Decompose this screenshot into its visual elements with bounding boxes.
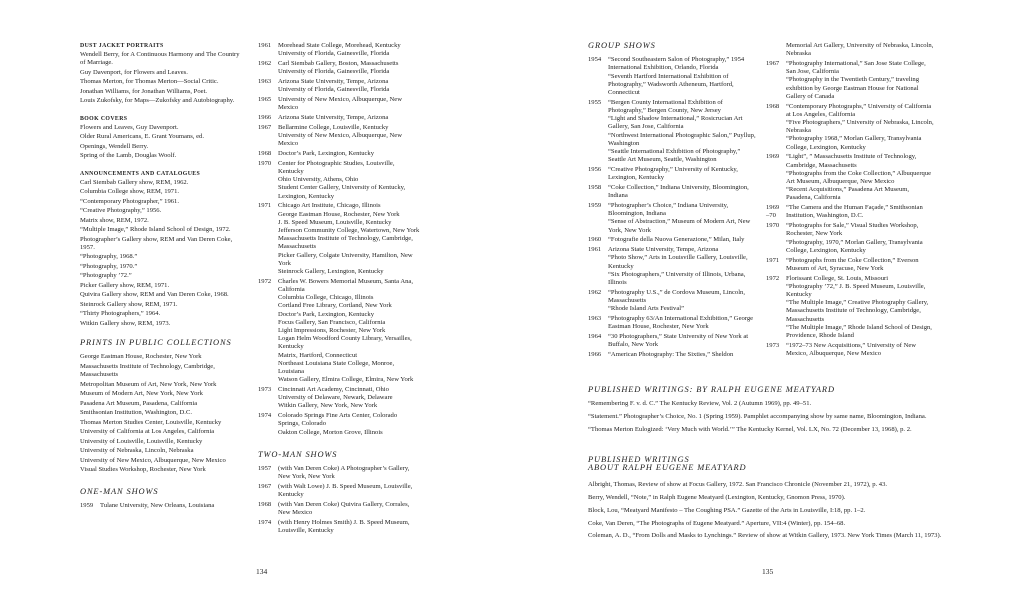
show-entry bbox=[258, 78, 420, 94]
show-year: 1964 bbox=[588, 333, 602, 341]
show-venue: Colorado Springs Fine Arts Center, Colorado Springs, Colorado bbox=[278, 412, 398, 428]
bibliography-entry: “Thomas Merton Eulogized: ‘Very Much with World.’” The Kentucky Kernel, Vol. LX, No. 72 (December 13, 1968), p. 2. bbox=[588, 426, 912, 434]
show-entry bbox=[766, 257, 936, 273]
bibliography-entry: Coleman, A. D., “From Dolls and Masks to Lynchings.” Review of show at Witkin Gallery, 1973. New York Times (March 11, 1973). bbox=[588, 532, 942, 540]
show-year: 1974 bbox=[258, 519, 272, 527]
show-year: 1954 bbox=[588, 56, 602, 64]
show-venues bbox=[608, 236, 756, 244]
bibliography-entry: Berry, Wendell, “Note,” in Ralph Eugene Meatyard (Lexington, Kentucky, Gnomon Press, 1970). bbox=[588, 493, 846, 501]
show-venue: (with Van Deren Coke) Quivira Gallery, Corrales, New Mexico bbox=[278, 501, 410, 517]
show-venue: Jefferson Community College, Watertown, New York bbox=[278, 227, 420, 235]
show-venue: Student Center Gallery, University of Kentucky, Lexington, Kentucky bbox=[278, 184, 406, 200]
show-year: 1972 bbox=[766, 274, 780, 282]
show-venue: “Creative Photography,” University of Kentucky, Lexington, Kentucky bbox=[608, 166, 738, 182]
list-item: Older Rural Americans, E. Grant Youmans, ed. bbox=[80, 133, 204, 141]
show-venues bbox=[786, 103, 936, 152]
list-item: “Multiple Image,” Rhode Island School of Design, 1972. bbox=[80, 226, 231, 234]
show-venues bbox=[786, 222, 936, 255]
show-venue: “Six Photographers,” University of Illinois, Urbana, Illinois bbox=[608, 270, 746, 287]
show-venue: (with Walt Lowe) J. B. Speed Museum, Louisville, Kentucky bbox=[278, 483, 413, 499]
show-venues bbox=[278, 483, 420, 499]
list-item: Quivira Gallery show, REM and Van Deren Coke, 1968. bbox=[80, 291, 229, 299]
show-venues bbox=[786, 275, 936, 341]
show-venues bbox=[278, 465, 420, 481]
show-venues bbox=[278, 386, 420, 411]
show-entry bbox=[258, 483, 420, 499]
one-man-list bbox=[80, 502, 242, 510]
list-item: Columbia College show, REM, 1971. bbox=[80, 188, 180, 196]
show-venue: “Coke Collection,” Indiana University, Bloomington, Indiana bbox=[608, 184, 749, 200]
show-venues bbox=[608, 289, 756, 314]
show-year: 1962 bbox=[258, 60, 272, 67]
show-venues bbox=[278, 114, 420, 122]
show-venues bbox=[278, 150, 420, 158]
show-venue: Cortland Free Library, Cortland, New York bbox=[278, 302, 392, 310]
show-venue: Watson Gallery, Elmira College, Elmira, New York bbox=[278, 376, 414, 384]
about-heading-1: PUBLISHED WRITINGS bbox=[588, 455, 690, 464]
show-venue: University of New Mexico, Albuquerque, New Mexico bbox=[278, 96, 402, 112]
show-venue: Logan Helm Woodford County Library, Versailles, Kentucky bbox=[278, 335, 412, 351]
show-venue: “Photography, 1970,” Morlan Gallery, Transylvania College, Lexington, Kentucky bbox=[786, 238, 923, 254]
about-writings-section bbox=[588, 456, 988, 545]
show-entry bbox=[258, 412, 420, 437]
show-venue: Matrix, Hartford, Connecticut bbox=[278, 351, 358, 359]
show-venues bbox=[786, 60, 936, 101]
show-venues bbox=[786, 204, 936, 220]
list-item: Picker Gallery show, REM, 1971. bbox=[80, 281, 170, 289]
show-venue: “Photo Show,” Arts in Louisville Gallery, Louisville, Kentucky bbox=[608, 254, 748, 270]
show-year: 1970 bbox=[258, 159, 272, 167]
show-entry bbox=[588, 202, 756, 235]
show-venue: Florissant College, St. Louis, Missouri bbox=[786, 274, 889, 282]
show-venues bbox=[278, 96, 420, 112]
show-venue: University of Florida, Gainesville, Florida bbox=[278, 50, 390, 58]
right-column-1 bbox=[588, 38, 756, 361]
list-item: Massachusetts Institute of Technology, Cambridge, Massachusetts bbox=[80, 362, 215, 379]
show-venue: “Recent Acquisitions,” Pasadena Art Museum, Pasadena, California bbox=[786, 186, 910, 202]
bibliography-entry: Block, Lou, “Meatyard Manifesto – The Coughing PSA.” Gazette of the Arts in Louisville, I:18, pp. 1–2. bbox=[588, 506, 866, 514]
show-entry bbox=[766, 204, 936, 220]
show-venues bbox=[608, 166, 756, 182]
show-venue: “Bergen County International Exhibition of Photography,” Bergen County, New Jersey bbox=[608, 98, 723, 115]
show-venue: Steinrock Gallery, Lexington, Kentucky bbox=[278, 268, 384, 276]
show-venue: (with Henry Holmes Smith) J. B. Speed Museum, Louisville, Kentucky bbox=[278, 519, 410, 535]
show-venue: Witkin Gallery, New York, New York bbox=[278, 402, 378, 410]
announcements-heading: ANNOUNCEMENTS AND CATALOGUES bbox=[80, 170, 201, 177]
show-venue: University of Delaware, Newark, Delaware bbox=[278, 394, 393, 402]
show-venue: (with Van Deren Coke) A Photographer’s Gallery, New York, New York bbox=[278, 465, 410, 481]
list-item: Metropolitan Museum of Art, New York, New York bbox=[80, 380, 217, 388]
show-venues bbox=[608, 333, 756, 349]
show-venue: “American Photography: The Sixties,” Sheldon bbox=[608, 351, 734, 359]
show-venue: Carl Siembab Gallery, Boston, Massachusetts bbox=[278, 60, 399, 67]
show-venue: “Fotografie della Nuova Generazione,” Milan, Italy bbox=[608, 236, 745, 244]
show-venues bbox=[278, 160, 420, 201]
list-item: Spring of the Lamb, Douglas Woolf. bbox=[80, 152, 177, 160]
show-venue: “The Camera and the Human Façade,” Smithsonian Institution, Washington, D.C. bbox=[786, 204, 923, 220]
show-venue: Oakton College, Morton Grove, Illinois bbox=[278, 428, 383, 436]
show-year: 1955 bbox=[588, 98, 602, 106]
list-item: Carl Siembab Gallery show, REM, 1962. bbox=[80, 178, 189, 186]
show-venue: “Photographer’s Choice,” Indiana University, Bloomington, Indiana bbox=[608, 202, 729, 218]
show-entry bbox=[258, 501, 420, 517]
list-item: Thomas Merton, for Thomas Merton—Social Critic. bbox=[80, 78, 219, 86]
show-venue: Columbia College, Chicago, Illinois bbox=[278, 294, 374, 302]
show-entry bbox=[588, 99, 756, 165]
show-year: 1968 bbox=[258, 501, 272, 509]
show-year: 1962 bbox=[588, 288, 602, 296]
show-venue: “Photography International,” San Jose State College, San Jose, California bbox=[786, 60, 926, 76]
show-venue: Northeast Louisiana State College, Monroe, Louisiana bbox=[278, 359, 395, 376]
show-entry bbox=[588, 315, 756, 331]
show-venues bbox=[278, 124, 420, 149]
show-venues bbox=[278, 202, 420, 276]
show-venue: “Seattle International Exhibition of Photography,” Seattle Art Museum, Seattle, Washington bbox=[608, 148, 741, 164]
show-entry bbox=[258, 96, 420, 112]
two-man-list bbox=[258, 465, 420, 535]
show-entry bbox=[258, 160, 420, 201]
show-venues bbox=[608, 202, 756, 235]
list-item: “Photography, 1968.” bbox=[80, 253, 138, 261]
show-year: 1967 bbox=[258, 483, 272, 491]
show-venue: University of Florida, Gainesville, Florida bbox=[278, 86, 390, 94]
right-column-2 bbox=[766, 38, 936, 360]
show-venue: “Photography U.S.,” de Cordova Museum, Lincoln, Massachusetts bbox=[608, 288, 745, 305]
list-item: Thomas Merton Studies Center, Louisville, Kentucky bbox=[80, 418, 222, 426]
show-venues bbox=[786, 42, 936, 58]
list-item: Louis Zukofsky, for Maps—Zukofsky and Autobiography. bbox=[80, 97, 235, 105]
list-item: Openings, Wendell Berry. bbox=[80, 142, 149, 150]
show-venues bbox=[278, 60, 420, 76]
show-entry bbox=[258, 42, 420, 58]
list-item: University of New Mexico, Albuquerque, New Mexico bbox=[80, 456, 226, 464]
show-entry bbox=[766, 60, 936, 101]
show-entry bbox=[766, 42, 936, 58]
dust-jacket-heading: DUST JACKET PORTRAITS bbox=[80, 43, 164, 49]
list-item: Smithsonian Institution, Washington, D.C. bbox=[80, 409, 192, 417]
list-item: Museum of Modern Art, New York, New York bbox=[80, 390, 203, 398]
list-item: “Creative Photography,” 1956. bbox=[80, 207, 162, 215]
show-venue: “1972–73 New Acquisitions,” University of New Mexico, Albuquerque, New Mexico bbox=[786, 341, 917, 358]
show-entry bbox=[258, 114, 420, 122]
show-year: 1960 bbox=[588, 236, 602, 244]
show-venue: “30 Photographers,” State University of New York at Buffalo, New York bbox=[608, 333, 749, 349]
announcements-list bbox=[80, 179, 242, 328]
published-writings-list bbox=[588, 400, 988, 434]
show-year: 1966 bbox=[258, 114, 272, 121]
show-year: 1971 bbox=[258, 202, 272, 210]
show-venue: Arizona State University, Tempe, Arizona bbox=[608, 246, 719, 254]
prints-list bbox=[80, 353, 242, 474]
show-entry bbox=[766, 342, 936, 358]
list-item: Pasadena Art Museum, Pasadena, California bbox=[80, 399, 198, 407]
show-venue: “Seventh Hartford International Exhibition of Photography,” Wadsworth Atheneum, Hartford, Connecticut bbox=[608, 72, 734, 97]
show-year: 1973 bbox=[258, 386, 272, 394]
show-entry bbox=[766, 275, 936, 341]
show-year: 1965 bbox=[258, 96, 272, 103]
show-entry bbox=[258, 278, 420, 385]
show-venue: “Photography ’72,” J. B. Speed Museum, Louisville, Kentucky bbox=[786, 282, 926, 299]
show-year: 1958 bbox=[588, 184, 602, 192]
show-venue: Charles W. Bowers Memorial Museum, Santa Ana, California bbox=[278, 277, 413, 294]
list-item: “Thirty Photographers,” 1964. bbox=[80, 310, 161, 318]
show-entry bbox=[588, 333, 756, 349]
show-entry bbox=[588, 351, 756, 359]
show-venue: Ohio University, Athens, Ohio bbox=[278, 176, 359, 184]
show-year: 1961 bbox=[258, 42, 272, 49]
left-column-2 bbox=[258, 38, 420, 537]
list-item: George Eastman House, Rochester, New York bbox=[80, 353, 202, 361]
show-venues bbox=[786, 257, 936, 273]
show-venue: Focus Gallery, San Francisco, California bbox=[278, 318, 386, 326]
show-year: 1956 bbox=[588, 166, 602, 174]
list-item: University of Louisville, Louisville, Kentucky bbox=[80, 437, 203, 445]
show-venues bbox=[278, 278, 420, 385]
show-entry bbox=[258, 386, 420, 411]
show-entry bbox=[588, 166, 756, 182]
list-item: University of California at Los Angeles, California bbox=[80, 428, 215, 436]
show-venue: Picker Gallery, Colgate University, Hamilton, New York bbox=[278, 251, 413, 267]
list-item: Flowers and Leaves, Guy Davenport. bbox=[80, 123, 179, 131]
show-year: 1961 bbox=[588, 246, 602, 254]
show-entry bbox=[588, 289, 756, 314]
bibliography-entry: Coke, Van Deren, “The Photographs of Eugene Meatyard.” Aperture, VII:4 (Winter), pp. 154–68. bbox=[588, 519, 846, 527]
show-venue: Light Impressions, Rochester, New York bbox=[278, 327, 386, 335]
show-year: 1959 bbox=[588, 202, 602, 210]
show-entry bbox=[258, 124, 420, 149]
group-shows-continued-list bbox=[766, 42, 936, 358]
list-item: Witkin Gallery show, REM, 1973. bbox=[80, 319, 171, 327]
show-entry bbox=[588, 56, 756, 97]
list-item: Matrix show, REM, 1972. bbox=[80, 216, 149, 224]
two-man-heading: TWO-MAN SHOWS bbox=[258, 449, 338, 459]
show-entry bbox=[258, 60, 420, 76]
show-venue: Doctor’s Park, Lexington, Kentucky bbox=[278, 310, 375, 318]
show-venue: Cincinnati Art Academy, Cincinnati, Ohio bbox=[278, 386, 389, 394]
show-venue: Memorial Art Gallery, University of Nebraska, Lincoln, Nebraska bbox=[786, 42, 934, 58]
show-venue: “Photography in the Twentieth Century,” traveling exhibition by George Eastman House for National Gallery of Canada bbox=[786, 76, 920, 100]
show-entry bbox=[80, 502, 242, 510]
show-year: 1970 bbox=[766, 222, 780, 230]
list-item: Jonathan Williams, for Jonathan Williams, Poet. bbox=[80, 87, 208, 95]
show-year: 1969 bbox=[766, 153, 780, 161]
list-item: Visual Studies Workshop, Rochester, New York bbox=[80, 466, 206, 474]
show-year: 1957 bbox=[258, 465, 272, 473]
show-venues bbox=[608, 184, 756, 200]
book-covers-list bbox=[80, 124, 242, 161]
show-year: 1974 bbox=[258, 412, 272, 420]
show-venue: “Photography 63/An International Exhibition,” George Eastman House, Rochester, New York bbox=[608, 315, 754, 331]
show-venue: “Contemporary Photographs,” University of California at Los Angeles, California bbox=[786, 102, 932, 118]
list-item: “Photography ’72.” bbox=[80, 272, 132, 280]
page-number-right: 135 bbox=[762, 567, 774, 576]
show-venues bbox=[608, 56, 756, 97]
list-item: University of Nebraska, Lincoln, Nebraska bbox=[80, 447, 194, 455]
show-venue: University of Florida, Gainesville, Florida bbox=[278, 68, 390, 76]
show-year: 1967 bbox=[766, 60, 780, 67]
bibliography-entry: “Remembering F. v. d. C.” The Kentucky Review, Vol. 2 (Autumn 1969), pp. 49–51. bbox=[588, 400, 812, 408]
show-year bbox=[766, 42, 786, 58]
show-venues bbox=[608, 246, 756, 287]
show-venue: Center for Photographic Studies, Louisville, Kentucky bbox=[278, 159, 395, 175]
show-venue: J. B. Speed Museum, Louisville, Kentucky bbox=[278, 218, 392, 226]
page-number-left: 134 bbox=[256, 567, 268, 576]
show-venues bbox=[786, 153, 936, 202]
show-venues bbox=[278, 501, 420, 517]
show-venues bbox=[278, 42, 420, 58]
show-year: 1973 bbox=[766, 341, 780, 349]
show-year: 1966 bbox=[588, 351, 602, 359]
group-shows-list bbox=[588, 56, 756, 359]
bibliography-entry: “Statement.” Photographer’s Choice, No. 1 (Spring 1959). Pamphlet accompanying show by same name, Bloomington, Indiana. bbox=[588, 413, 927, 421]
show-venue: “Photographs from the Coke Collection,” Albuquerque Art Museum, Albuquerque, New Mexico bbox=[786, 169, 932, 186]
one-man-heading: ONE-MAN SHOWS bbox=[80, 487, 159, 497]
show-venue: Bellarmine College, Louisville, Kentucky bbox=[278, 123, 389, 131]
show-entry bbox=[258, 465, 420, 481]
list-item: Steinrock Gallery show, REM, 1971. bbox=[80, 300, 178, 308]
show-venue: “Five Photographers,” University of Nebraska, Lincoln, Nebraska bbox=[786, 119, 934, 135]
show-venue: Chicago Art Institute, Chicago, Illinois bbox=[278, 202, 381, 210]
book-covers-heading: BOOK COVERS bbox=[80, 115, 128, 122]
list-item: “Photography, 1970.” bbox=[80, 262, 138, 270]
show-venue: “Photography 1968,” Morlan Gallery, Transylvania College, Lexington, Kentucky bbox=[786, 135, 922, 151]
published-writings-section bbox=[588, 386, 988, 439]
show-entry bbox=[258, 150, 420, 158]
show-venue: Morehead State College, Morehead, Kentucky bbox=[278, 42, 401, 49]
show-entry bbox=[588, 246, 756, 287]
show-venues bbox=[786, 342, 936, 358]
show-venue: University of New Mexico, Albuquerque, New Mexico bbox=[278, 132, 402, 148]
show-venue: “Second Southeastern Salon of Photography,” 1954 International Exhibition, Orlando, Florida bbox=[608, 56, 745, 72]
show-entry bbox=[766, 103, 936, 152]
about-heading-2: ABOUT RALPH EUGENE MEATYARD bbox=[588, 463, 747, 473]
show-venues bbox=[278, 78, 420, 94]
about-writings-list bbox=[588, 481, 988, 541]
show-venue: “Northwest International Photographic Salon,” Puyllup, Washington bbox=[608, 131, 756, 147]
group-shows-heading: GROUP SHOWS bbox=[588, 41, 656, 50]
show-year: 1969 –70 bbox=[766, 204, 780, 220]
bibliography-entry: Albright, Thomas, Review of show at Focus Gallery, 1972. San Francisco Chronicle (November 21, 1972), p. 43. bbox=[588, 480, 888, 488]
show-venues bbox=[278, 412, 420, 437]
show-venue: Doctor’s Park, Lexington, Kentucky bbox=[278, 150, 375, 157]
show-entry bbox=[588, 184, 756, 200]
show-venue: Tulane University, New Orleans, Louisiana bbox=[100, 502, 215, 510]
show-venue: “The Multiple Image,” Creative Photography Gallery, Massachusetts Institute of Technology, Cambridge, Massachusetts bbox=[786, 299, 929, 323]
show-venues bbox=[608, 99, 756, 165]
list-item: Photographer’s Gallery show, REM and Van Deren Coke, 1957. bbox=[80, 235, 233, 251]
show-entry bbox=[766, 222, 936, 255]
show-year: 1959 bbox=[80, 502, 94, 510]
show-year: 1968 bbox=[766, 102, 780, 110]
list-item: “Contemporary Photographer,” 1961. bbox=[80, 197, 179, 205]
list-item: Wendell Berry, for A Continuous Harmony and The Country of Marriage. bbox=[80, 51, 240, 67]
published-writings-heading: PUBLISHED WRITINGS: BY RALPH EUGENE MEATYARD bbox=[588, 385, 835, 394]
list-item: Guy Davenport, for Flowers and Leaves. bbox=[80, 68, 188, 76]
show-venue: “Light and Shadow International,” Rosicrucian Art Gallery, San Jose, California bbox=[608, 115, 743, 131]
show-year: 1967 bbox=[258, 123, 272, 131]
show-venue: Arizona State University, Tempe, Arizona bbox=[278, 114, 389, 121]
show-year: 1972 bbox=[258, 277, 272, 285]
one-man-continued-list bbox=[258, 42, 420, 437]
show-entry bbox=[258, 519, 420, 535]
prints-heading: PRINTS IN PUBLIC COLLECTIONS bbox=[80, 338, 232, 348]
show-year: 1971 bbox=[766, 256, 780, 264]
show-entry bbox=[766, 153, 936, 202]
show-venues bbox=[278, 519, 420, 535]
show-venue: Arizona State University, Tempe, Arizona bbox=[278, 78, 389, 85]
show-venue: “Sense of Abstraction,” Museum of Modern Art, New York, New York bbox=[608, 218, 751, 234]
show-year: 1968 bbox=[258, 150, 272, 157]
left-column-1 bbox=[80, 38, 242, 512]
show-venue: “Rhode Island Arts Festival” bbox=[608, 305, 684, 313]
show-venues bbox=[608, 315, 756, 331]
show-venue: “Light”, ” Massachusetts Institute of Technology, Cambridge, Massachusetts bbox=[786, 153, 917, 169]
show-venue: “Photographs from the Coke Collection,” Everson Museum of Art, Syracuse, New York bbox=[786, 256, 919, 272]
show-entry bbox=[588, 236, 756, 244]
show-venue: George Eastman House, Rochester, New York bbox=[278, 210, 400, 218]
show-year: 1963 bbox=[588, 315, 602, 323]
dust-jacket-list bbox=[80, 51, 242, 105]
show-venue: Massachusetts Institute of Technology, Cambridge, Massachusetts bbox=[278, 235, 413, 251]
show-entry bbox=[258, 202, 420, 276]
show-venue: “The Multiple Image,” Rhode Island School of Design, Providence, Rhode Island bbox=[786, 323, 932, 340]
show-venue: “Photographs for Sale,” Visual Studies Workshop, Rochester, New York bbox=[786, 222, 919, 238]
show-year: 1963 bbox=[258, 78, 272, 85]
show-venues bbox=[100, 502, 242, 510]
show-venues bbox=[608, 351, 756, 359]
